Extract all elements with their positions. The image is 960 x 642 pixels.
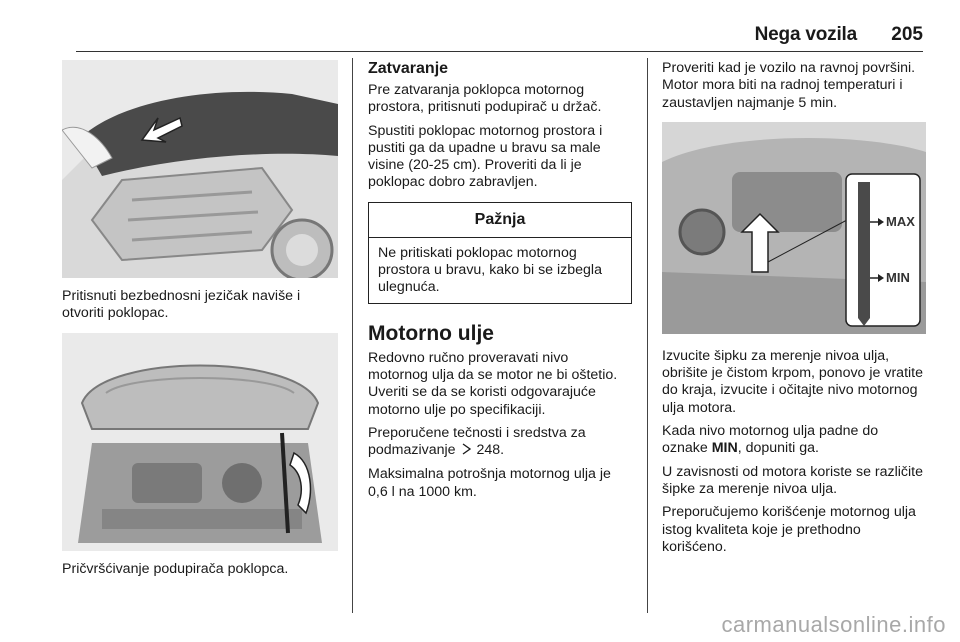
hood-release-illustration xyxy=(62,60,338,278)
dipstick-min-label: MIN xyxy=(886,269,910,285)
page-header xyxy=(76,24,923,50)
column-divider-1 xyxy=(352,58,353,613)
closing-paragraph-2: Spustiti poklopac motornog prostora i pustiti ga da upadne u bravu sa male visine (20-25 cm). Proveriti da li je poklopac dobro zabravljen. xyxy=(368,122,603,191)
hood-strut-illustration xyxy=(62,333,338,551)
oil-paragraph-3: Maksimalna potrošnja motornog ulja je 0,6 l na 1000 km. xyxy=(368,466,611,500)
oil-quality-paragraph: Preporučujemo korišćenje motornog ulja istog kvaliteta koje je prethodno korišćeno. xyxy=(662,504,916,555)
closing-paragraph-1: Pre zatvaranja poklopca motornog prostora, pritisnuti podupirač u držač. xyxy=(368,82,602,116)
heading-closing: Zatvaranje xyxy=(368,60,449,77)
page-ref-arrow-icon xyxy=(462,443,471,460)
page-number: 205 xyxy=(891,24,923,45)
oil-paragraph-1: Redovno ručno proveravati nivo motornog ulja da se motor ne bi oštetio. Uveriti se da se koristi odgovarajuće motorno ulje po specifikaciji. xyxy=(368,349,618,418)
dipstick-illustration xyxy=(662,122,926,334)
dipstick-paragraph: Izvucite šipku za merenje nivoa ulja, obrišite je čistom krpom, ponovo je vratite do kraja, izvucite i očitajte nivo motornog ulja motora. xyxy=(662,347,924,416)
caption-hood-strut: Pričvršćivanje podupirača poklopca. xyxy=(62,560,289,577)
min-text-after: , dopuniti ga. xyxy=(737,440,819,457)
column-divider-2 xyxy=(647,58,648,613)
column-2 xyxy=(368,60,632,507)
check-paragraph: Proveriti kad je vozilo na ravnoj površini. Motor mora biti na radnoj temperaturi i zaustavljen najmanje 5 min. xyxy=(662,60,916,111)
watermark: carmanualsonline.info xyxy=(721,612,946,637)
caution-text: Ne pritiskati poklopac motornog prostora u bravu, kako bi se izbegla ulegnuća. xyxy=(378,244,602,296)
column-3 xyxy=(662,60,926,562)
caption-hood-release: Pritisnuti bezbednosni jezičak naviše i otvoriti poklopac. xyxy=(62,288,301,322)
section-title: Nega vozila xyxy=(754,24,857,45)
column-1 xyxy=(62,60,338,584)
min-text-before: Kada nivo motornog ulja padne do oznake xyxy=(662,423,879,457)
caution-box xyxy=(368,202,632,304)
min-label-bold: MIN xyxy=(711,440,738,457)
heading-engine-oil: Motorno ulje xyxy=(368,321,494,345)
oil-paragraph-2 xyxy=(368,425,632,461)
dipstick-max-label: MAX xyxy=(886,213,915,229)
caution-title: Pažnja xyxy=(369,203,631,238)
engine-dipstick-paragraph: U zavisnosti od motora koriste se različite šipke za merenje nivoa ulja. xyxy=(662,463,923,497)
header-divider xyxy=(76,51,923,52)
page-ref-link[interactable]: 248. xyxy=(476,442,505,459)
oil-recommend-text: Preporučene tečnosti i sredstva za podmazivanje xyxy=(368,424,586,459)
min-paragraph xyxy=(662,423,926,458)
